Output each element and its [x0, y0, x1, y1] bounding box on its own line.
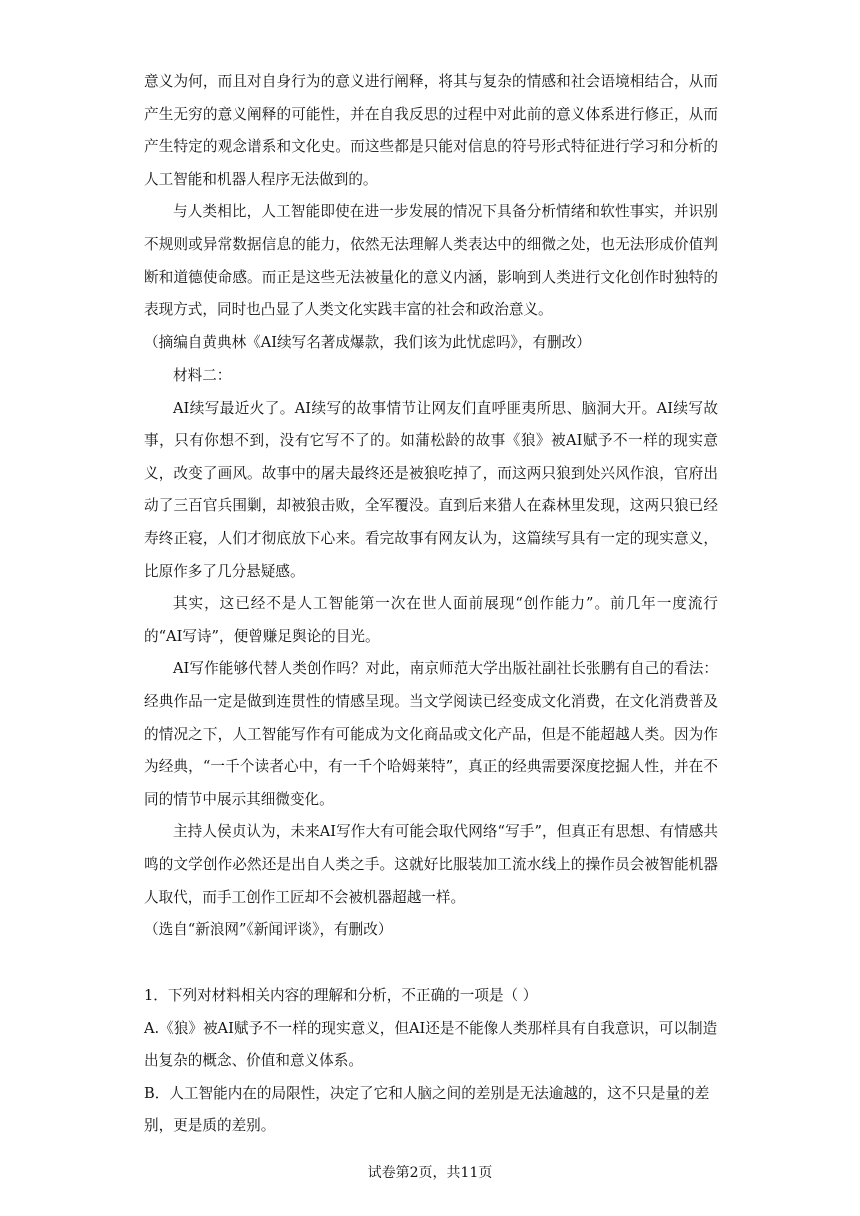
- question-1: [144, 980, 718, 1143]
- question-stem: 1．下列对材料相关内容的理解和分析，不正确的一项是（ ）: [144, 987, 538, 1004]
- material-one-paragraph-2: 与人类相比，人工智能即使在进一步发展的情况下具备分析情绪和软性事实，并识别不规则或异常数据信息的能力，依然无法理解人类表达中的细微之处，也无法形成价值判断和道德使命感。而正是这些无法被量化的意义内涵，影响到人类进行文化创作时独特的表现方式，同时也凸显了人类文化实践丰富的社会和政治意义。: [144, 203, 718, 319]
- option-a: A.《狼》被AI赋予不一样的现实意义，但AI还是不能像人类那样具有自我意识，可以制造出复杂的概念、价值和意义体系。: [144, 1019, 718, 1070]
- material-two-paragraph-3: AI写作能够代替人类创作吗？对此，南京师范大学出版社副社长张鹏有自己的看法：经典作品一定是做到连贯性的情感呈现。当文学阅读已经变成文化消费，在文化消费普及的情况之下，人工智能写作有可能成为文化商品或文化产品，但是不能超越人类。因为作为经典，“一千个读者心中，有一千个哈姆莱特”，真正的经典需要深度挖掘人性，并在不同的情节中展示其细微变化。: [144, 660, 718, 808]
- material-two: [144, 360, 718, 947]
- material-one-source: （摘编自黄典林《AI续写名著成爆款，我们该为此忧虑吗》，有删改）: [144, 333, 591, 351]
- option-b: B．人工智能内在的局限性，决定了它和人脑之间的差别是无法逾越的，这不只是量的差别，更是质的差别。: [144, 1084, 710, 1135]
- material-two-paragraph-2: 其实，这已经不是人工智能第一次在世人面前展现“创作能力”。前几年一度流行的“AI写诗”，便曾赚足舆论的目光。: [144, 595, 718, 645]
- material-two-heading: 材料二：: [173, 367, 232, 384]
- material-one-paragraph-1: 意义为何，而且对自身行为的意义进行阐释，将其与复杂的情感和社会语境相结合，从而产生无穷的意义阐释的可能性，并在自我反思的过程中对此前的意义体系进行修正，从而产生特定的观念谱系和文化史。而这些都是只能对信息的符号形式特征进行学习和分析的人工智能和机器人程序无法做到的。: [144, 73, 718, 188]
- material-one-tail: [144, 66, 718, 359]
- material-two-paragraph-4: 主持人侯贞认为，未来AI写作大有可能会取代网络“写手”，但真正有思想、有情感共鸣的文学创作必然还是出自人类之手。这就好比服装加工流水线上的操作员会被智能机器人取代，而手工创作工匠却不会被机器超越一样。: [144, 823, 718, 906]
- page-footer: 试卷第2页，共11页: [367, 1165, 493, 1181]
- material-two-source: （选自“新浪网”《新闻评谈》，有删改）: [144, 921, 393, 939]
- material-two-paragraph-1: AI续写最近火了。AI续写的故事情节让网友们直呼匪夷所思、脑洞大开。AI续写故事，只有你想不到，没有它写不了的。如蒲松龄的故事《狼》被AI赋予不一样的现实意义，改变了画风。故事中的屠夫最终还是被狼吃掉了，而这两只狼到处兴风作浪，官府出动了三百官兵围剿，却被狼击败，全军覆没。直到后来猎人在森林里发现，这两只狼已经寿终正寝，人们才彻底放下心来。看完故事有网友认为，这篇续写具有一定的现实意义，比原作多了几分悬疑感。: [144, 399, 718, 580]
